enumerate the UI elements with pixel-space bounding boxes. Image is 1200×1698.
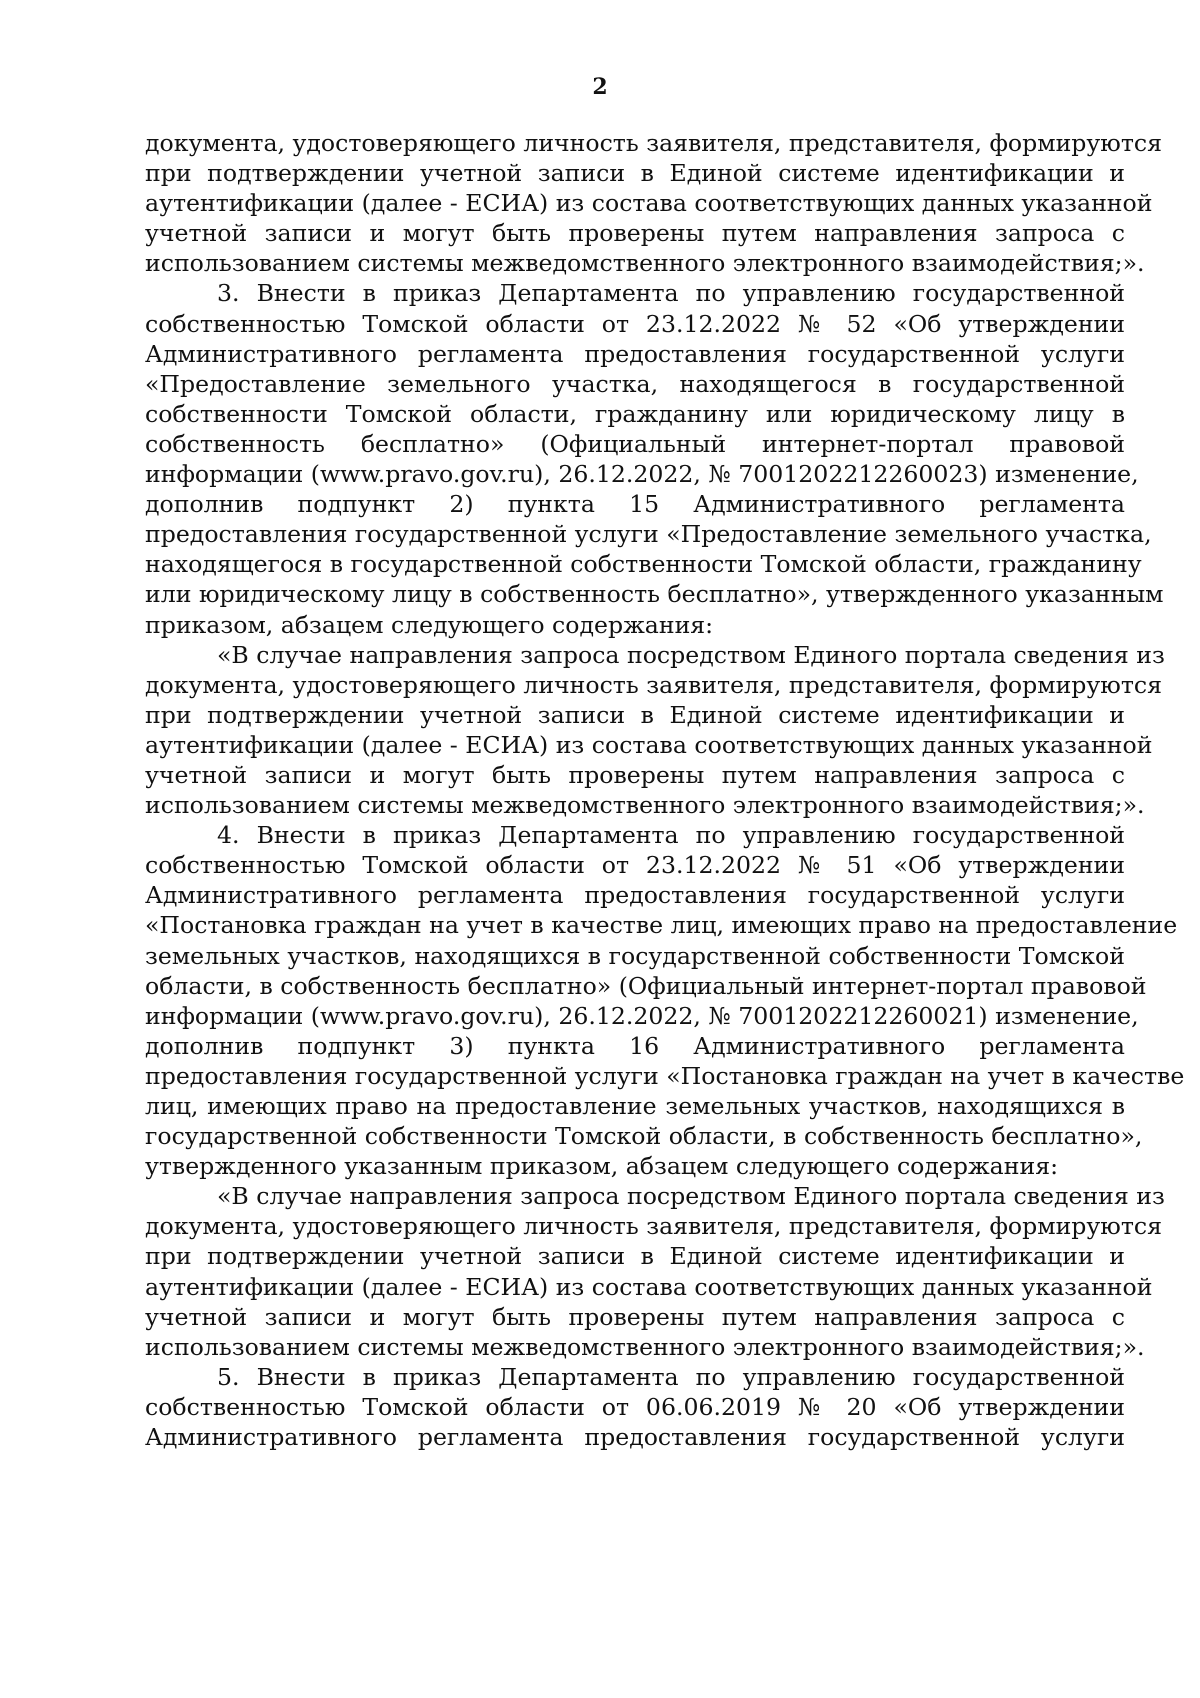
text-line: документа, удостоверяющего личность заявителя, представителя, формируются <box>145 670 1162 699</box>
text-line: приказом, абзацем следующего содержания: <box>145 610 714 639</box>
text-line: учетной записи и могут быть проверены путем направления запроса с <box>145 760 1125 789</box>
text-line: использованием системы межведомственного электронного взаимодействия;». <box>145 1332 1145 1361</box>
text-line: дополнив подпункт 2) пункта 15 Административного регламента <box>145 490 1125 519</box>
text-line: собственности Томской области, гражданину или юридическому лицу в <box>145 399 1125 428</box>
page-number: 2 <box>592 74 608 100</box>
text-line: области, в собственность бесплатно» (Официальный интернет-портал правовой <box>145 971 1147 1000</box>
paragraph-p1 <box>145 128 1162 278</box>
text-line: земельных участков, находящихся в государственной собственности Томской <box>145 941 1125 970</box>
text-line: при подтверждении учетной записи в Единой системе идентификации и <box>145 159 1125 188</box>
text-line: утвержденного указанным приказом, абзацем следующего содержания: <box>145 1152 1059 1181</box>
text-line: собственностью Томской области от 23.12.2022 № 51 «Об утверждении <box>145 851 1125 880</box>
paragraph-p4 <box>145 820 1185 1181</box>
text-line: государственной собственности Томской области, в собственность бесплатно», <box>145 1122 1143 1151</box>
text-line: документа, удостоверяющего личность заявителя, представителя, формируются <box>145 1212 1162 1241</box>
text-line: учетной записи и могут быть проверены путем направления запроса с <box>145 1302 1125 1331</box>
text-line: при подтверждении учетной записи в Единой системе идентификации и <box>145 700 1125 729</box>
text-line: предоставления государственной услуги «Постановка граждан на учет в качестве <box>145 1061 1185 1090</box>
text-line: информации (www.pravo.gov.ru), 26.12.2022, № 7001202212260023) изменение, <box>145 460 1139 489</box>
paragraph-p3 <box>145 640 1165 821</box>
text-line: «В случае направления запроса посредством Единого портала сведения из <box>217 1182 1165 1211</box>
text-line: «Предоставление земельного участка, находящегося в государственной <box>145 369 1125 398</box>
text-line: собственностью Томской области от 06.06.2019 № 20 «Об утверждении <box>145 1392 1125 1421</box>
document-body <box>145 128 1185 1452</box>
text-line: собственность бесплатно» (Официальный интернет-портал правовой <box>145 429 1125 458</box>
text-line: аутентификации (далее - ЕСИА) из состава соответствующих данных указанной <box>145 189 1153 218</box>
text-line: Административного регламента предоставления государственной услуги <box>145 339 1125 368</box>
text-line: использованием системы межведомственного электронного взаимодействия;». <box>145 791 1145 820</box>
text-line: лиц, имеющих право на предоставление земельных участков, находящихся в <box>145 1092 1125 1120</box>
text-line: аутентификации (далее - ЕСИА) из состава соответствующих данных указанной <box>145 730 1153 759</box>
text-line: учетной записи и могут быть проверены путем направления запроса с <box>145 219 1125 248</box>
paragraph-p2 <box>145 278 1164 639</box>
text-line: Административного регламента предоставления государственной услуги <box>145 881 1125 910</box>
text-line: Административного регламента предоставления государственной услуги <box>145 1423 1125 1452</box>
text-line: 3. Внести в приказ Департамента по управлению государственной <box>217 279 1125 308</box>
text-line: находящегося в государственной собственности Томской области, гражданину <box>145 550 1142 579</box>
text-line: аутентификации (далее - ЕСИА) из состава соответствующих данных указанной <box>145 1272 1153 1301</box>
text-line: собственностью Томской области от 23.12.2022 № 52 «Об утверждении <box>145 309 1125 338</box>
paragraph-p5 <box>145 1181 1165 1362</box>
text-line: информации (www.pravo.gov.ru), 26.12.2022, № 7001202212260021) изменение, <box>145 1001 1139 1030</box>
text-line: документа, удостоверяющего личность заявителя, представителя, формируются <box>145 129 1162 157</box>
text-line: или юридическому лицу в собственность бесплатно», утвержденного указанным <box>145 580 1164 609</box>
paragraph-p6 <box>145 1362 1125 1452</box>
text-line: «Постановка граждан на учет в качестве лиц, имеющих право на предоставление <box>145 911 1178 940</box>
text-line: при подтверждении учетной записи в Единой системе идентификации и <box>145 1242 1125 1271</box>
text-line: предоставления государственной услуги «Предоставление земельного участка, <box>145 520 1152 549</box>
text-line: 5. Внести в приказ Департамента по управлению государственной <box>217 1362 1125 1391</box>
text-line: дополнив подпункт 3) пункта 16 Административного регламента <box>145 1031 1125 1060</box>
text-line: «В случае направления запроса посредством Единого портала сведения из <box>217 640 1165 669</box>
text-line: использованием системы межведомственного электронного взаимодействия;». <box>145 249 1145 278</box>
text-line: 4. Внести в приказ Департамента по управлению государственной <box>217 821 1125 850</box>
